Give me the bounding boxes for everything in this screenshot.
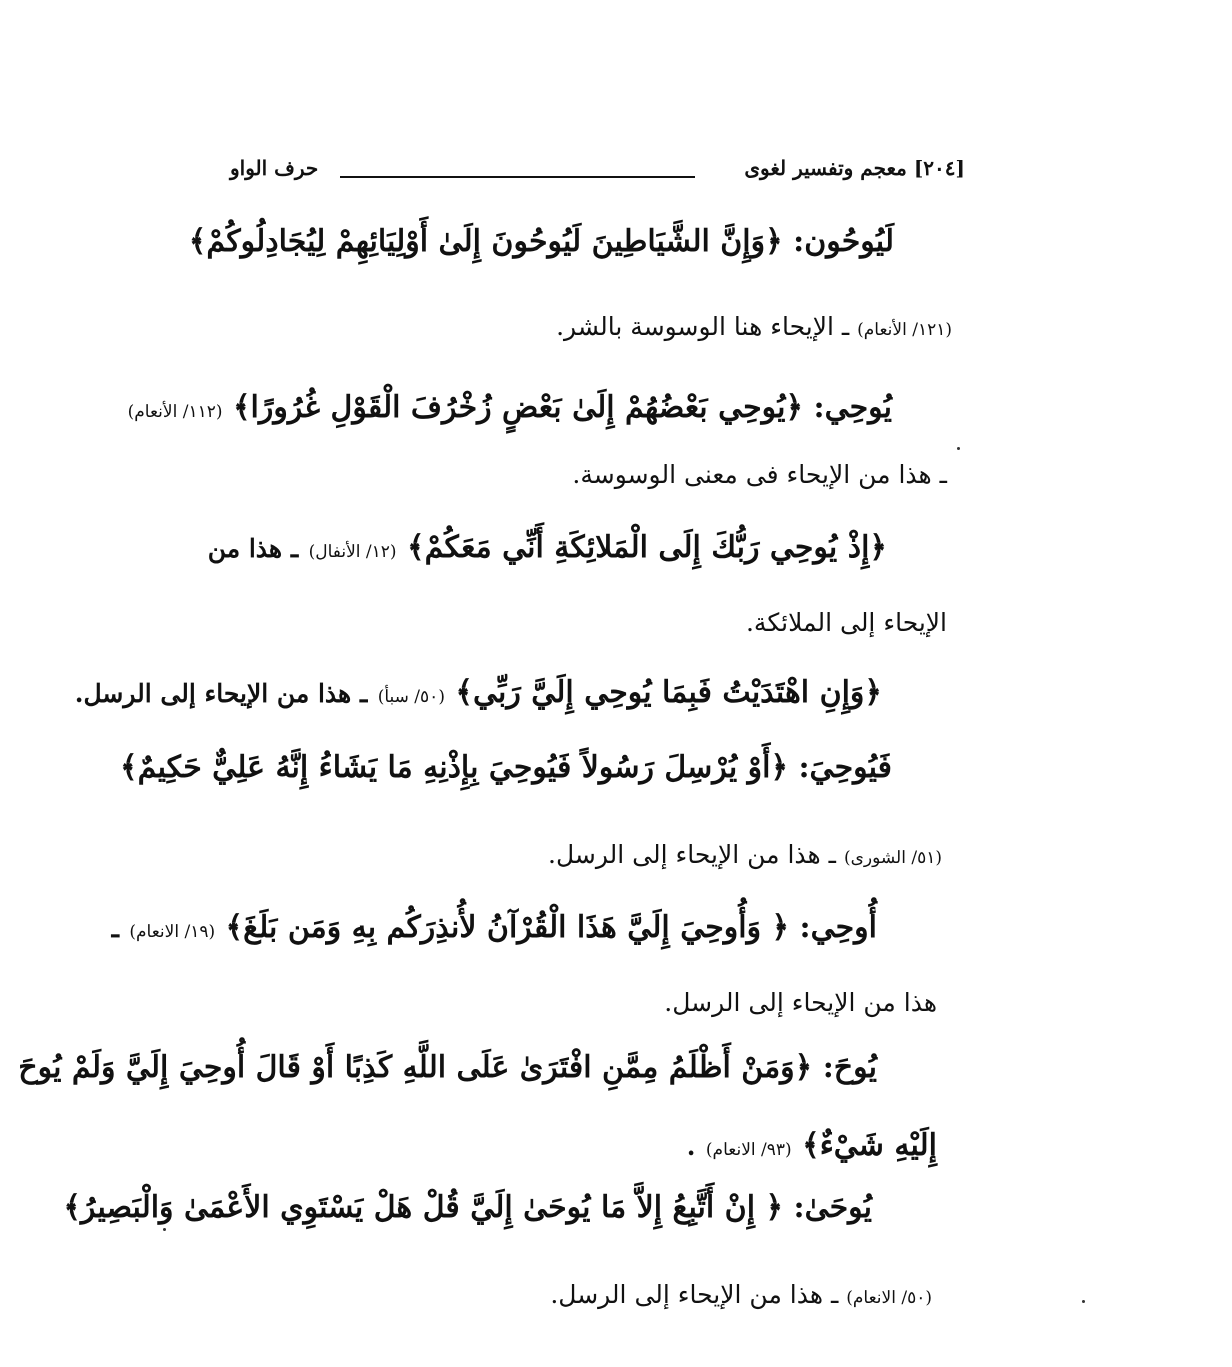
entry-line bbox=[75, 675, 882, 711]
verse-ref: (٥٠/ الانعام) bbox=[846, 1288, 932, 1308]
verse-ref: (١١٢/ الأنعام) bbox=[127, 402, 223, 422]
verse: ﴿ إِنْ أَتَّبِعُ إِلاَّ مَا يُوحَىٰ إِلَيَّ قُلْ هَلْ يَسْتَوِي الأَعْمَىٰ وَالْبَصِيرُ﴾ bbox=[63, 1190, 784, 1225]
commentary: ـ bbox=[111, 914, 119, 943]
scan-speck bbox=[957, 447, 960, 450]
verse: إِلَيْهِ شَيْءٌ﴾ bbox=[802, 1128, 937, 1163]
entry-head: أُوحِي: bbox=[799, 910, 877, 945]
verse-ref: (١٢/ الأنفال) bbox=[308, 542, 397, 562]
verse: ﴿أَوْ يُرْسِلَ رَسُولاً فَيُوحِيَ بِإِذْنِهِ مَا يَشَاءُ إِنَّهُ عَلِيٌّ حَكِيمٌ﴾ bbox=[120, 750, 789, 785]
verse: ﴿يُوحِي بَعْضُهُمْ إِلَىٰ بَعْضٍ زُخْرُفَ الْقَوْلِ غُرُورًا﴾ bbox=[232, 390, 804, 425]
entry-line bbox=[112, 910, 877, 946]
commentary: ـ هذا من الإيحاء إلى الرسل. bbox=[74, 679, 368, 708]
entry-line bbox=[664, 988, 937, 1018]
commentary: ـ هذا من bbox=[207, 534, 299, 563]
entry-head: يُوحَىٰ: bbox=[793, 1190, 872, 1225]
entry-head: فَيُوحِيَ: bbox=[798, 750, 892, 785]
verse: ﴿وَإِنِ اهْتَدَيْتُ فَبِمَا يُوحِي إِلَيَّ رَبِّي﴾ bbox=[455, 675, 882, 710]
verse: ﴿وَإِنَّ الشَّيَاطِينَ لَيُوحُونَ إِلَىٰ أَوْلِيَائِهِمْ لِيُجَادِلُوكُمْ﴾ bbox=[188, 224, 783, 259]
entry-line bbox=[208, 530, 887, 566]
page-header bbox=[220, 150, 965, 190]
commentary: ـ هذا من الإيحاء إلى الرسل. bbox=[550, 1280, 839, 1309]
entry-head: يُوحِي: bbox=[813, 390, 892, 425]
commentary: ـ هذا من الإيحاء إلى الرسل. bbox=[548, 840, 836, 869]
entry-line bbox=[128, 390, 892, 426]
entry-line bbox=[189, 224, 894, 260]
scan-speck bbox=[163, 1228, 166, 1231]
verse-ref: (٥٠/ سبأ) bbox=[377, 687, 445, 707]
scan-speck bbox=[1082, 1300, 1085, 1303]
commentary: ـ هذا من الإيحاء فى معنى الوسوسة. bbox=[572, 460, 947, 489]
header-rule bbox=[340, 176, 695, 178]
entry-head: لَيُوحُون: bbox=[793, 224, 894, 259]
commentary: . bbox=[686, 1132, 696, 1161]
section-title: حرف الواو bbox=[230, 156, 319, 180]
commentary: هذا من الإيحاء إلى الرسل. bbox=[664, 988, 937, 1017]
commentary: ـ الإيحاء هنا الوسوسة بالشر. bbox=[556, 312, 850, 341]
entry-head: يُوحَ: bbox=[822, 1050, 877, 1085]
verse-ref: (١٩/ الانعام) bbox=[129, 922, 216, 942]
entry-line bbox=[18, 1050, 877, 1086]
entry-line bbox=[687, 1128, 937, 1164]
verse-ref: (٥١/ الشورى) bbox=[843, 848, 942, 868]
verse: ﴿ وَأُوحِيَ إِلَيَّ هَذَا الْقُرْآنُ لأُنذِرَكُم بِهِ وَمَن بَلَغَ﴾ bbox=[225, 910, 790, 945]
entry-line bbox=[550, 1280, 932, 1310]
verse-ref: (٩٣/ الانعام) bbox=[705, 1140, 792, 1160]
verse: ﴿وَمَنْ أَظْلَمُ مِمَّنِ افْتَرَىٰ عَلَى اللَّهِ كَذِبًا أَوْ قَالَ أُوحِيَ إِلَيَّ وَلَمْ يُوحَ bbox=[18, 1050, 813, 1085]
entry-line bbox=[548, 840, 942, 870]
entry-line bbox=[572, 460, 947, 490]
entry-line bbox=[63, 1190, 872, 1226]
entry-line bbox=[556, 312, 952, 342]
verse: ﴿إِذْ يُوحِي رَبُّكَ إِلَى الْمَلائِكَةِ أَنِّي مَعَكُمْ﴾ bbox=[407, 530, 887, 565]
entry-line bbox=[746, 608, 947, 638]
commentary: الإيحاء إلى الملائكة. bbox=[745, 608, 947, 637]
entry-line bbox=[120, 750, 892, 786]
page-number-title: [٢٠٤] معجم وتفسير لغوى bbox=[744, 156, 965, 180]
verse-ref: (١٢١/ الأنعام) bbox=[857, 320, 952, 340]
